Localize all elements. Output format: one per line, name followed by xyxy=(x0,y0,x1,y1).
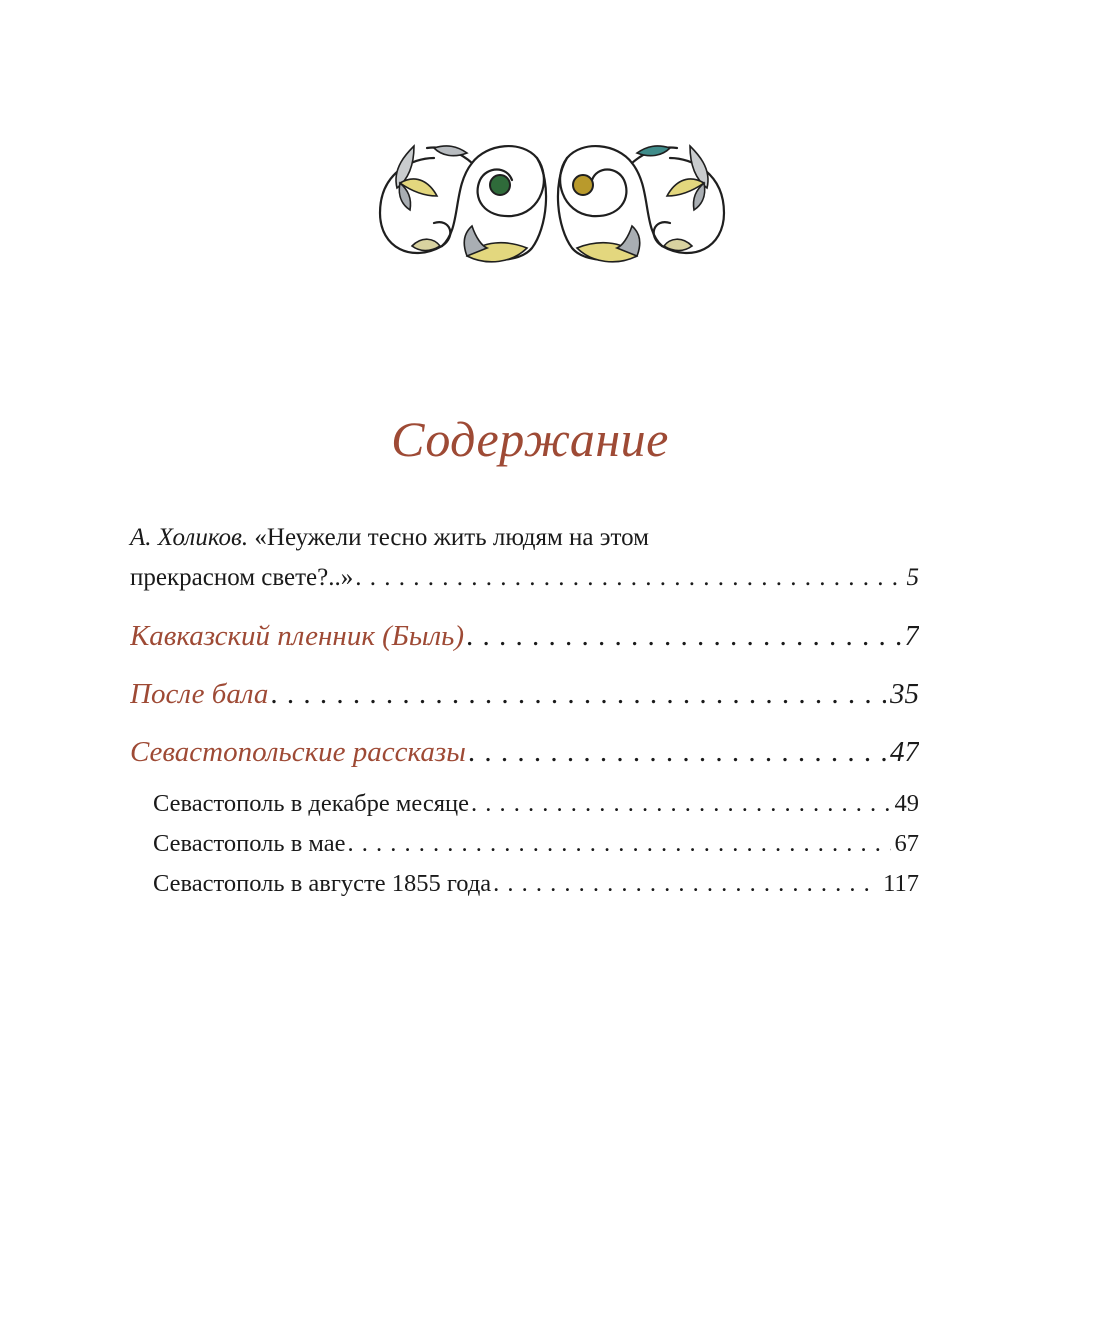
page-number: 7 xyxy=(904,620,919,652)
toc-entry-posle-bala[interactable] xyxy=(130,674,919,714)
toc-sublist xyxy=(130,784,919,904)
intro-title-line2: прекрасном свете?..» xyxy=(130,564,354,591)
toc-subentry-may[interactable] xyxy=(153,824,919,864)
toc-entry-kavkazskiy-plennik[interactable] xyxy=(130,616,919,656)
dot-leader xyxy=(493,864,879,904)
page-number: 67 xyxy=(894,830,919,857)
page-number: 47 xyxy=(890,736,919,768)
page-number: 117 xyxy=(883,870,919,897)
entry-title: Севастополь в декабре месяце xyxy=(153,790,469,817)
dot-leader xyxy=(471,784,891,824)
intro-title-line1: «Неужели тесно жить людям на этом xyxy=(254,524,649,551)
entry-title: Севастополь в мае xyxy=(153,830,346,857)
dot-leader xyxy=(466,616,900,656)
toc-subentry-december[interactable] xyxy=(153,784,919,824)
page-title: Содержание xyxy=(391,411,669,467)
floral-scroll-ornament-icon xyxy=(372,128,732,278)
intro-author: А. Холиков. xyxy=(130,524,249,551)
dot-leader xyxy=(468,732,886,772)
page-number: 35 xyxy=(890,678,919,710)
dot-leader xyxy=(355,558,902,598)
table-of-contents xyxy=(130,518,919,904)
page-number: 5 xyxy=(906,564,919,591)
entry-title: Кавказский пленник (Быль) xyxy=(130,620,465,652)
page-number: 49 xyxy=(894,790,919,817)
dot-leader xyxy=(270,674,886,714)
toc-entry-sevastopolskie-rasskazy[interactable] xyxy=(130,732,919,772)
toc-entry-intro[interactable] xyxy=(130,558,919,598)
toc-entry-intro-line1 xyxy=(130,518,919,558)
entry-title: Севастопольские рассказы xyxy=(130,736,466,768)
entry-title: Севастополь в августе 1855 года xyxy=(153,870,492,897)
dot-leader xyxy=(347,824,890,864)
entry-title: После бала xyxy=(130,678,269,710)
toc-subentry-august[interactable] xyxy=(153,864,919,904)
